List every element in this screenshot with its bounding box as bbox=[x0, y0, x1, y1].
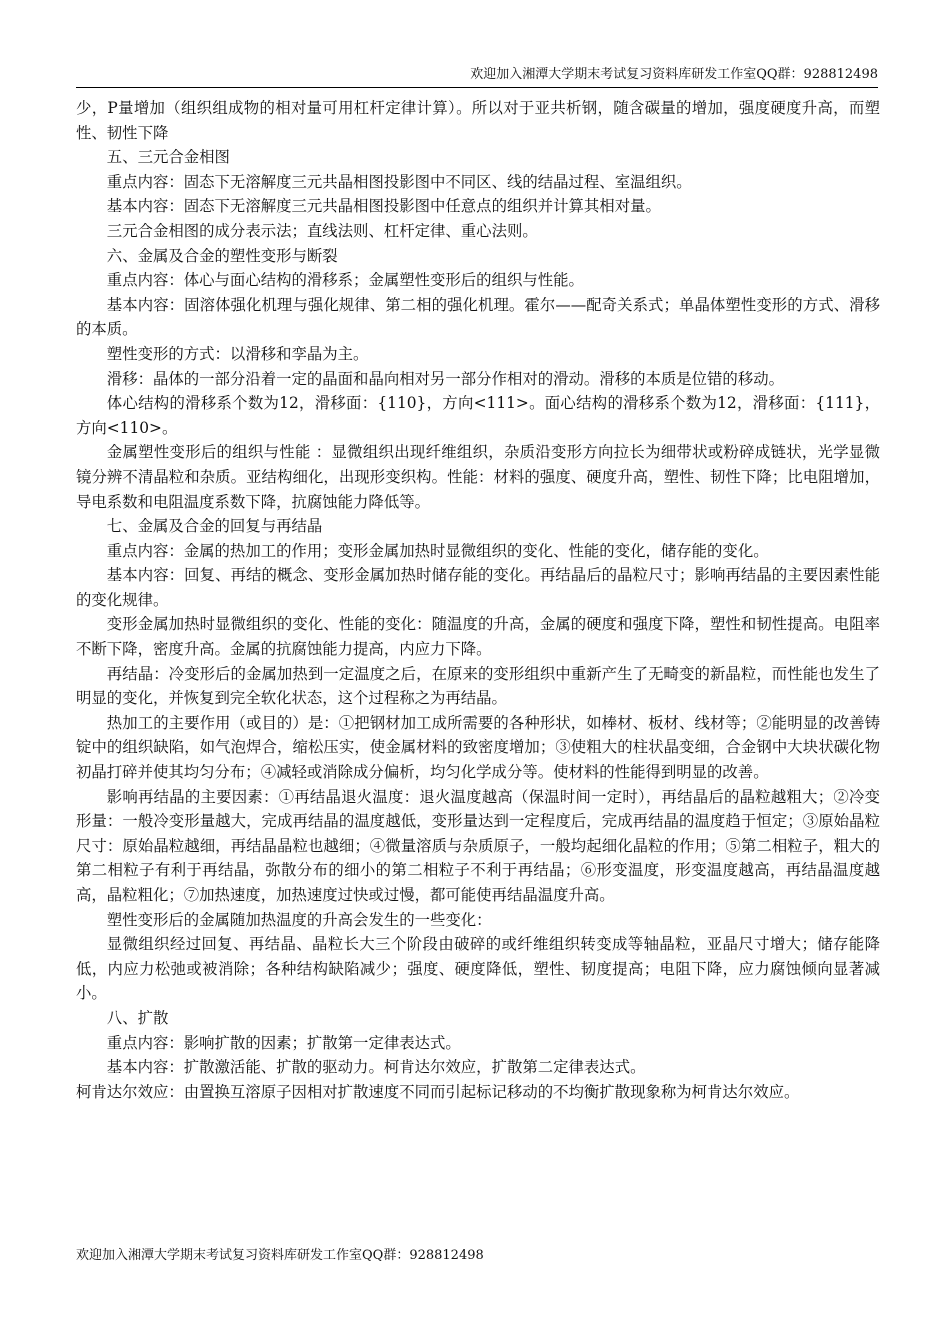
paragraph: 三元合金相图的成分表示法；直线法则、杠杆定律、重心法则。 bbox=[106, 221, 538, 240]
paragraph: 塑性变形后的金属随加热温度的升高会发生的一些变化： bbox=[106, 910, 492, 929]
section-heading: 七、金属及合金的回复与再结晶 bbox=[106, 517, 323, 536]
paragraph: 重点内容：金属的热加工的作用；变形金属加热时显微组织的变化、性能的变化，储存能的变化。 bbox=[106, 541, 769, 560]
page-header: 欢迎加入湘潭大学期末考试复习资料库研发工作室QQ群：928812498 bbox=[76, 66, 878, 88]
paragraph: 重点内容：体心与面心结构的滑移系；金属塑性变形后的组织与性能。 bbox=[106, 271, 584, 290]
paragraph: 影响再结晶的主要因素：①再结晶退火温度：退火温度越高（保温时间一定时），再结晶后的晶粒越粗大；②冷变形量：一般冷变形量越大，完成再结晶的温度越低，变形量达到一定程度后，完成再结晶的温度趋于恒定；③原始晶粒尺寸：原始晶粒越细，再结晶晶粒也越细；④微量溶质与杂质原子，一般均起细化晶粒的作用；⑤第二相粒子，粗大的第二相粒子有利于再结晶，弥散分布的细小的第二相粒子不利于再结晶；⑥形变温度，形变温度越高，再结晶温度越高，晶粒粗化；⑦加热速度，加热速度过快或过慢，都可能使再结晶温度升高。 bbox=[76, 787, 880, 904]
page-footer: 欢迎加入湘潭大学期末考试复习资料库研发工作室QQ群：928812498 bbox=[76, 1248, 484, 1263]
paragraph: 基本内容：固态下无溶解度三元共晶相图投影图中任意点的组织并计算其相对量。 bbox=[106, 197, 661, 216]
paragraph: 显微组织经过回复、再结晶、晶粒长大三个阶段由破碎的或纤维组织转变成等轴晶粒，亚晶尺寸增大；储存能降低，内应力松弛或被消除；各种结构缺陷减少；强度、硬度降低，塑性、韧度提高；电阻下降，应力腐蚀倾向显著减小。 bbox=[76, 935, 880, 1003]
document-body bbox=[76, 96, 880, 1104]
paragraph: 变形金属加热时显微组织的变化、性能的变化：随温度的升高，金属的硬度和强度下降，塑性和韧性提高。电阻率不断下降，密度升高。金属的抗腐蚀能力提高，内应力下降。 bbox=[76, 615, 880, 659]
paragraph: 柯肯达尔效应：由置换互溶原子因相对扩散速度不同而引起标记移动的不均衡扩散现象称为柯肯达尔效应。 bbox=[76, 1082, 800, 1101]
paragraph: 基本内容：扩散激活能、扩散的驱动力。柯肯达尔效应，扩散第二定律表达式。 bbox=[106, 1058, 646, 1077]
section-heading: 五、三元合金相图 bbox=[106, 148, 230, 167]
paragraph: 少，P量增加（组织组成物的相对量可用杠杆定律计算）。所以对于亚共析钢，随含碳量的增加，强度硬度升高，而塑性、韧性下降 bbox=[76, 99, 880, 142]
paragraph: 再结晶：冷变形后的金属加热到一定温度之后，在原来的变形组织中重新产生了无畸变的新晶粒，而性能也发生了明显的变化，并恢复到完全软化状态，这个过程称之为再结晶。 bbox=[76, 664, 880, 708]
paragraph: 体心结构的滑移系个数为12，滑移面：{110}，方向<111>。面心结构的滑移系个数为12，滑移面：{111}，方向<110>。 bbox=[76, 394, 880, 437]
paragraph: 滑移：晶体的一部分沿着一定的晶面和晶向相对另一部分作相对的滑动。滑移的本质是位错的移动。 bbox=[106, 369, 784, 388]
paragraph: 基本内容：固溶体强化机理与强化规律、第二相的强化机理。霍尔——配奇关系式；单晶体塑性变形的方式、滑移的本质。 bbox=[76, 295, 880, 339]
paragraph: 重点内容：固态下无溶解度三元共晶相图投影图中不同区、线的结晶过程、室温组织。 bbox=[106, 172, 692, 191]
section-heading: 八、扩散 bbox=[106, 1008, 169, 1027]
paragraph: 热加工的主要作用（或目的）是：①把钢材加工成所需要的各种形状，如棒材、板材、线材等；②能明显的改善铸锭中的组织缺陷，如气泡焊合，缩松压实，使金属材料的致密度增加；③使粗大的柱状晶变细，合金钢中大块状碳化物初晶打碎并使其均匀分布；④减轻或消除成分偏析，均匀化学成分等。使材料的性能得到明显的改善。 bbox=[76, 713, 880, 782]
paragraph: 基本内容：回复、再结的概念、变形金属加热时储存能的变化。再结晶后的晶粒尺寸；影响再结晶的主要因素性能的变化规律。 bbox=[76, 566, 880, 609]
paragraph: 金属塑性变形后的组织与性能 ：显微组织出现纤维组织，杂质沿变形方向拉长为细带状或粉碎成链状，光学显微镜分辨不清晶粒和杂质。亚结构细化，出现形变织构。性能：材料的强度、硬度升高，塑性、韧性下降；比电阻增加，导电系数和电阻温度系数下降，抗腐蚀能力降低等。 bbox=[76, 443, 880, 511]
paragraph: 重点内容：影响扩散的因素；扩散第一定律表达式。 bbox=[106, 1033, 461, 1052]
paragraph: 塑性变形的方式：以滑移和孪晶为主。 bbox=[106, 344, 369, 363]
section-heading: 六、金属及合金的塑性变形与断裂 bbox=[106, 246, 338, 265]
